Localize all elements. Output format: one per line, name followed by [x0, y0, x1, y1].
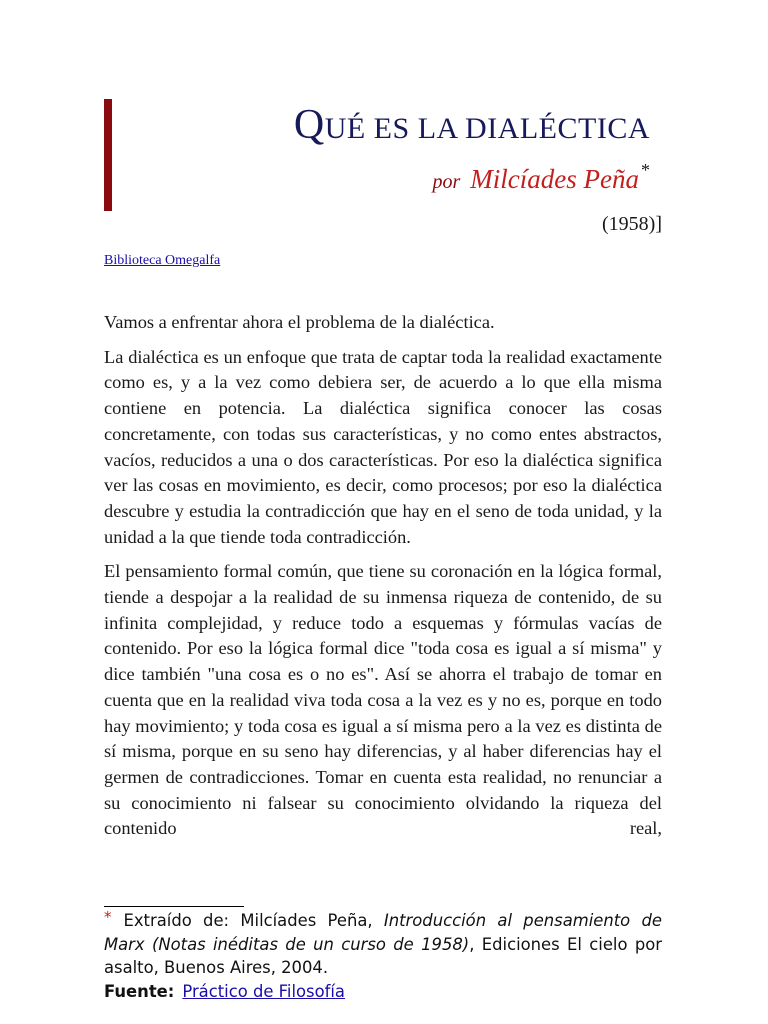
footnote-book-title: Introducción al pensamiento de Marx (Notas inéditas de un curso de 1958): [104, 911, 662, 955]
footnote-marker[interactable]: *: [641, 160, 650, 180]
footnote-publisher: , Ediciones El cielo por asalto, Buenos Aires, 2004.: [104, 935, 662, 978]
author-name: Milcíades Peña: [470, 164, 639, 194]
footnote-source: [104, 980, 662, 1003]
source-link[interactable]: Biblioteca Omegalfa: [104, 253, 221, 268]
footnote-extracted: Extraído de: Milcíades Peña,: [123, 911, 384, 930]
accent-bar: [104, 99, 112, 211]
paragraph: La dialéctica es un enfoque que trata de captar toda la realidad exactamente como es, y a la vez como debiera ser, de acuerdo a lo que ella misma contiene en potencia. La dialéctica significa conocer las cosas concretamente, con todas sus características, y no como entes abstractos, vacíos, reducidos a una o dos características. Por eso la dialéctica significa ver las cosas en movimiento, es decir, como procesos; por eso la dialéctica descubre y estudia la contradicción que hay en el seno de toda unidad, y la unidad a la que tiende toda contradicción.: [104, 346, 662, 547]
footnote-star: *: [104, 908, 112, 926]
paragraph: El pensamiento formal común, que tiene su coronación en la lógica formal, tiende a despojar a la realidad de su inmensa riqueza de contenido, de su infinita complejidad, y reduce todo a esquemas y fórmulas vacías de contenido. Por eso la lógica formal dice "toda cosa es igual a sí misma" y dice también "una cosa es o no es". Así se ahorra el trabajo de tomar en cuenta que en la realidad viva toda cosa a la vez es y no es, porque en todo hay movimiento; y toda cosa es igual a sí misma pero a la vez es distinta de sí misma, porque en su seno hay diferencias, y al haber diferencias hay el germen de contradicciones. Tomar en cuenta esta realidad, no renunciar a su conocimiento ni falsear su conocimiento olvidando la riqueza del contenido real,: [104, 561, 662, 839]
article-body: [104, 310, 662, 851]
footnote-citation: [104, 909, 662, 980]
title-initial: Q: [293, 102, 325, 148]
title-rest: UÉ ES LA DIALÉCTICA: [324, 112, 650, 145]
page-title: [294, 104, 650, 146]
fuente-label: Fuente:: [104, 981, 175, 1001]
byline: [432, 160, 651, 194]
fuente-link[interactable]: Práctico de Filosofía: [182, 981, 345, 1001]
footnote-separator: [104, 906, 244, 907]
paragraph: Vamos a enfrentar ahora el problema de la dialéctica.: [104, 312, 495, 332]
byline-prefix: por: [432, 171, 461, 193]
publication-year: (1958)]: [602, 213, 662, 235]
footnote: [104, 909, 662, 1003]
